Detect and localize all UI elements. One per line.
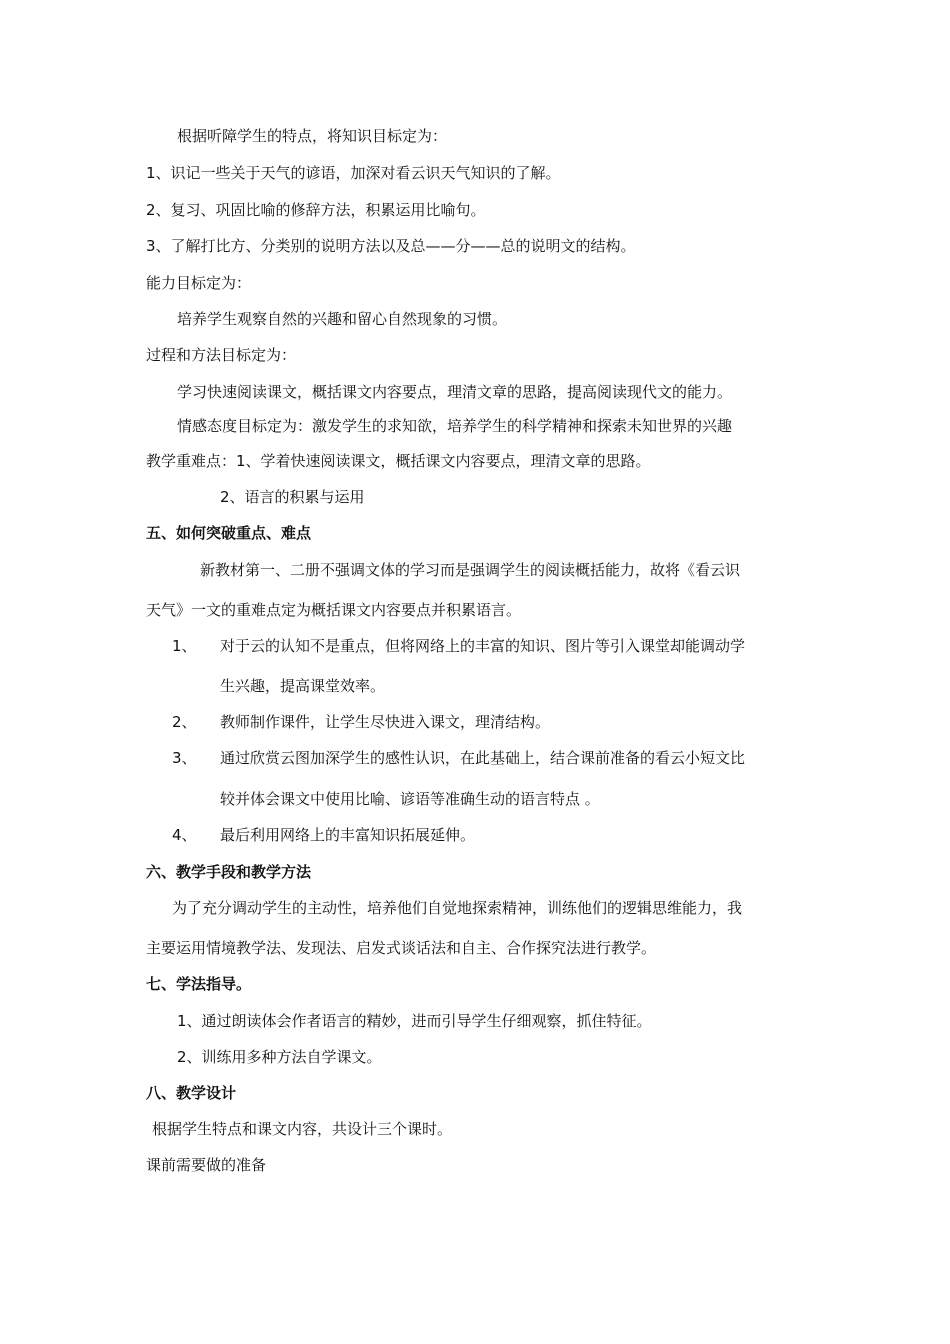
ability-heading: 能力目标定为： <box>146 274 252 292</box>
section8-paragraph: 根据学生特点和课文内容，共设计三个课时。 <box>152 1120 453 1138</box>
section5-item-text-continued: 较并体会课文中使用比喻、谚语等准确生动的语言特点 。 <box>220 790 600 808</box>
knowledge-goal-2: 2、复习、巩固比喻的修辞方法，积累运用比喻句。 <box>146 201 486 219</box>
section5-heading: 五、如何突破重点、难点 <box>146 524 312 542</box>
section5-paragraph-line-2: 天气》一文的重难点定为概括课文内容要点并积累语言。 <box>146 601 522 619</box>
key-points-line-1: 教学重难点：1、学着快速阅读课文，概括课文内容要点，理清文章的思路。 <box>146 452 651 470</box>
emotion-text: 情感态度目标定为：激发学生的求知欲，培养学生的科学精神和探索未知世界的兴趣 <box>177 417 733 435</box>
section7-item-2: 2、训练用多种方法自学课文。 <box>177 1048 382 1066</box>
knowledge-goal-1: 1、识记一些关于天气的谚语，加深对看云识天气知识的了解。 <box>146 164 561 182</box>
process-text: 学习快速阅读课文，概括课文内容要点，理清文章的思路，提高阅读现代文的能力。 <box>177 383 733 401</box>
section8-heading: 八、教学设计 <box>146 1084 237 1102</box>
section5-item-number: 3、 <box>172 749 197 767</box>
section5-item-number: 2、 <box>172 713 197 731</box>
section8-prep-line: 课前需要做的准备 <box>146 1156 267 1174</box>
intro-text: 根据听障学生的特点，将知识目标定为： <box>177 127 448 145</box>
section5-item-text: 教师制作课件，让学生尽快进入课文，理清结构。 <box>220 713 551 731</box>
section5-item-number: 4、 <box>172 826 197 844</box>
section7-item-1: 1、通过朗读体会作者语言的精妙，进而引导学生仔细观察，抓住特征。 <box>177 1012 652 1030</box>
section5-item-text-continued: 生兴趣，提高课堂效率。 <box>220 677 386 695</box>
section5-paragraph-line-1: 新教材第一、二册不强调文体的学习而是强调学生的阅读概括能力，故将《看云识 <box>200 561 741 579</box>
section5-item-text: 最后利用网络上的丰富知识拓展延伸。 <box>220 826 476 844</box>
knowledge-goal-3: 3、了解打比方、分类别的说明方法以及总——分——总的说明文的结构。 <box>146 237 636 255</box>
section5-item-text: 通过欣赏云图加深学生的感性认识，在此基础上，结合课前准备的看云小短文比 <box>220 749 746 767</box>
section6-paragraph-line-2: 主要运用情境教学法、发现法、启发式谈话法和自主、合作探究法进行教学。 <box>146 939 657 957</box>
ability-text: 培养学生观察自然的兴趣和留心自然现象的习惯。 <box>177 310 508 328</box>
section6-paragraph-line-1: 为了充分调动学生的主动性，培养他们自觉地探索精神，训练他们的逻辑思维能力，我 <box>172 899 743 917</box>
process-heading: 过程和方法目标定为： <box>146 346 297 364</box>
key-points-line-2: 2、语言的积累与运用 <box>220 488 365 506</box>
section6-heading: 六、教学手段和教学方法 <box>146 863 312 881</box>
section5-item-number: 1、 <box>172 637 197 655</box>
section5-item-text: 对于云的认知不是重点，但将网络上的丰富的知识、图片等引入课堂却能调动学 <box>220 637 746 655</box>
section7-heading: 七、学法指导。 <box>146 975 252 993</box>
